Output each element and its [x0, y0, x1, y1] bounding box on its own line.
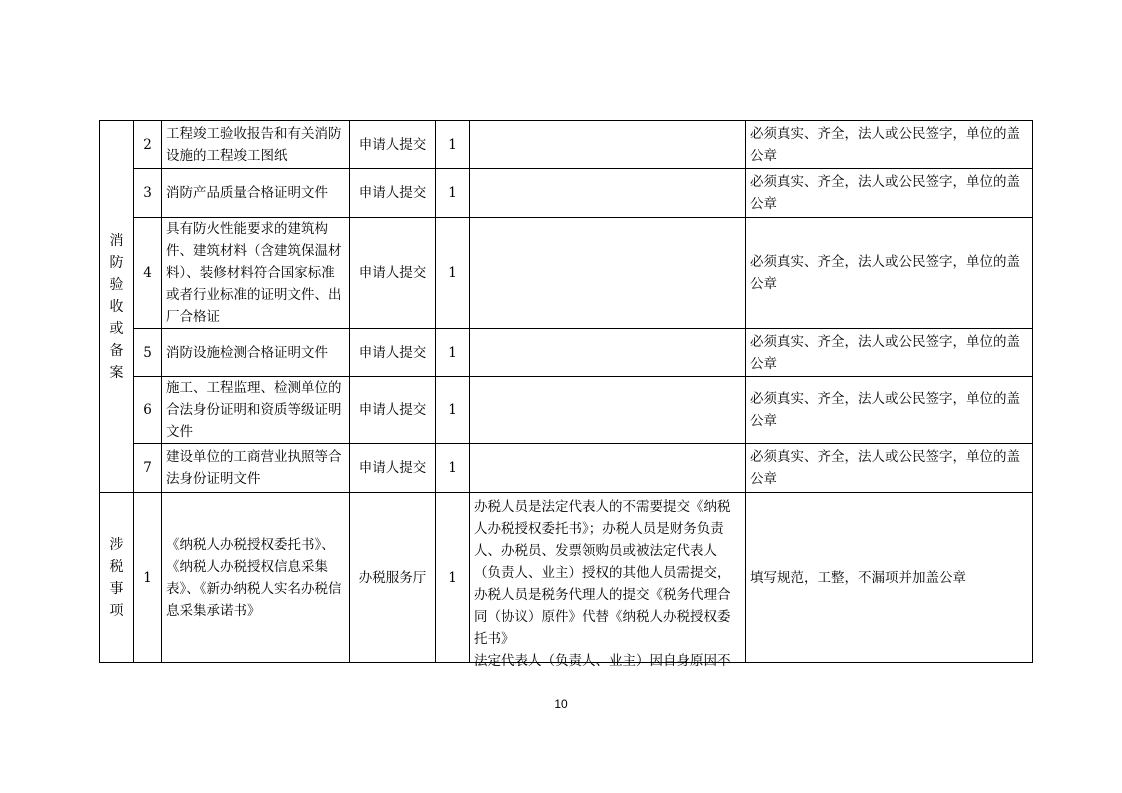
material-note [470, 493, 746, 669]
category-tax-matters: 涉税事项 [100, 493, 134, 663]
material-note [470, 444, 746, 493]
category-fire-acceptance: 消防验收或备案 [100, 121, 134, 493]
material-source: 申请人提交 [350, 218, 436, 329]
material-note [470, 169, 746, 218]
material-source: 申请人提交 [350, 121, 436, 169]
material-requirement: 填写规范，工整，不漏项并加盖公章 [746, 493, 1033, 663]
materials-table [99, 120, 1033, 669]
material-requirement: 必须真实、齐全，法人或公民签字，单位的盖公章 [746, 121, 1033, 169]
material-source: 办税服务厅 [350, 493, 436, 663]
material-name: 建设单位的工商营业执照等合法身份证明文件 [162, 444, 350, 493]
table-row [100, 169, 1033, 218]
table-row [100, 493, 1033, 663]
row-number: 5 [134, 329, 162, 377]
row-number: 1 [134, 493, 162, 663]
material-name: 消防设施检测合格证明文件 [162, 329, 350, 377]
table-row [100, 444, 1033, 493]
material-copies: 1 [436, 169, 470, 218]
row-number: 2 [134, 121, 162, 169]
row-number: 4 [134, 218, 162, 329]
table-row [100, 329, 1033, 377]
table-row [100, 218, 1033, 329]
page-number: 10 [554, 697, 568, 711]
row-number: 6 [134, 377, 162, 444]
material-requirement: 必须真实、齐全，法人或公民签字，单位的盖公章 [746, 169, 1033, 218]
material-copies: 1 [436, 218, 470, 329]
material-requirement: 必须真实、齐全，法人或公民签字，单位的盖公章 [746, 218, 1033, 329]
material-copies: 1 [436, 377, 470, 444]
material-note [470, 218, 746, 329]
material-note [470, 329, 746, 377]
material-name: 施工、工程监理、检测单位的合法身份证明和资质等级证明文件 [162, 377, 350, 444]
material-requirement: 必须真实、齐全，法人或公民签字，单位的盖公章 [746, 377, 1033, 444]
material-copies: 1 [436, 329, 470, 377]
material-source: 申请人提交 [350, 329, 436, 377]
material-requirement: 必须真实、齐全，法人或公民签字，单位的盖公章 [746, 444, 1033, 493]
material-requirement: 必须真实、齐全，法人或公民签字，单位的盖公章 [746, 329, 1033, 377]
row-number: 3 [134, 169, 162, 218]
material-source: 申请人提交 [350, 444, 436, 493]
material-copies: 1 [436, 493, 470, 663]
material-name: 《纳税人办税授权委托书》、《纳税人办税授权信息采集表》、《新办纳税人实名办税信息采集承诺书》 [162, 493, 350, 663]
material-name: 消防产品质量合格证明文件 [162, 169, 350, 218]
material-copies: 1 [436, 444, 470, 493]
table-row [100, 377, 1033, 444]
material-name: 具有防火性能要求的建筑构件、建筑材料（含建筑保温材料）、装修材料符合国家标准或者行业标准的证明文件、出厂合格证 [162, 218, 350, 329]
material-note [470, 377, 746, 444]
material-source: 申请人提交 [350, 169, 436, 218]
material-name: 工程竣工验收报告和有关消防设施的工程竣工图纸 [162, 121, 350, 169]
row-number: 7 [134, 444, 162, 493]
tax-note-text: 办税人员是法定代表人的不需要提交《纳税人办税授权委托书》；办税人员是财务负责人、办税员、发票领购员或被法定代表人（负责人、业主）授权的其他人员需提交，办税人员是税务代理人的提交《税务代理合同（协议）原件》代替《纳税人办税授权委托书》 法定代表人（负责人、业主）因自身原因不 [474, 498, 731, 669]
material-copies: 1 [436, 121, 470, 169]
material-source: 申请人提交 [350, 377, 436, 444]
table-row [100, 121, 1033, 169]
material-note [470, 121, 746, 169]
